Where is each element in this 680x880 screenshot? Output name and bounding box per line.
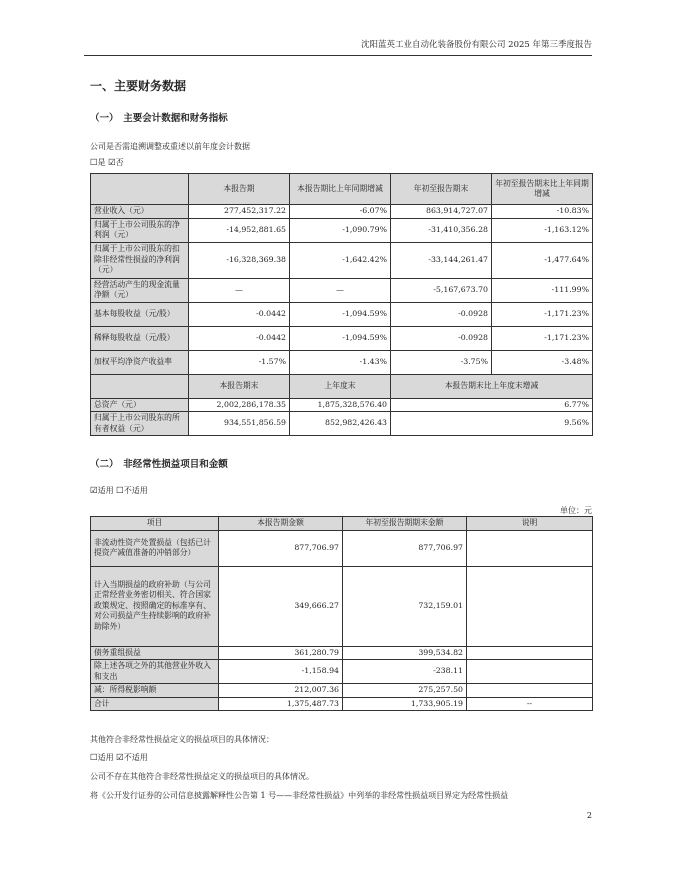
cell-note [467,646,593,660]
cell-value: -6.07% [290,205,391,219]
cell-value: 877,706.97 [219,530,343,566]
row-label: 加权平均净资产收益率 [91,350,189,374]
header-cell [91,374,189,398]
cell-note [467,530,593,566]
unit-label: 单位：元 [560,506,592,515]
header-cell: 年初至报告期末比上年同期增减 [492,174,593,205]
cell-value: 1,875,328,576.40 [290,398,391,412]
table-row [91,302,593,326]
table-row [91,412,593,436]
page-header: 沈阳蓝英工业自动化装备股份有限公司 2025 年第三季度报告 [84,38,592,56]
cell-value: 2,002,286,178.35 [189,398,290,412]
cell-value: -1,477.64% [492,242,593,278]
cell-value: -1.43% [290,350,391,374]
row-label: 除上述各项之外的其他营业外收入和支出 [91,660,219,684]
option-applicable-label: 适用 [97,753,114,762]
option-no-label: 否 [115,158,124,167]
table-row [91,242,593,278]
row-label: 总资产（元） [91,398,189,412]
checkbox-unchecked-icon: ☐ [90,158,98,168]
row-label: 合计 [91,697,219,711]
header-cell: 本报告期末 [189,374,290,398]
cell-value: 1,375,487.73 [219,697,343,711]
row-label: 减：所得税影响额 [91,684,219,698]
table-header-row [91,174,593,205]
section-title-main-financial-data: 一、主要财务数据 [90,79,187,93]
table-row [91,684,593,698]
cell-value: -111.99% [492,278,593,302]
row-label: 归属于上市公司股东的净利润（元） [91,218,189,242]
cell-value: — [189,278,290,302]
applicable-options-2 [90,752,148,763]
cell-value: -1.57% [189,350,290,374]
cell-value: -1,171.23% [492,326,593,350]
cell-value: -0.0442 [189,326,290,350]
row-label: 经营活动产生的现金流量净额（元） [91,278,189,302]
cell-value: 361,280.79 [219,646,343,660]
cell-note [467,660,593,684]
cell-value: -1,090.79% [290,218,391,242]
cell-value: 9.56% [391,412,593,436]
header-cell: 年初至报告期期末金额 [343,517,467,531]
header-cell: 项目 [91,517,219,531]
row-label: 债务重组损益 [91,646,219,660]
cell-value: — [290,278,391,302]
cell-value: 877,706.97 [343,530,467,566]
header-cell: 本报告期金额 [219,517,343,531]
row-label: 非流动性资产处置损益（包括已计提资产减值准备的冲销部分） [91,530,219,566]
table-row [91,218,593,242]
option-not-applicable-label: 不适用 [123,486,148,495]
restate-question: 公司是否需追溯调整或重述以前年度会计数据 [90,142,250,151]
other-items-text: 其他符合非经常性损益定义的损益项目的具体情况： [90,735,274,744]
cell-value: 212,007.36 [219,684,343,698]
cell-value: -1,171.23% [492,302,593,326]
cell-value: -31,410,356.28 [391,218,492,242]
cell-value: -1,094.59% [290,326,391,350]
cell-value: 399,534.82 [343,646,467,660]
cell-value: -10.83% [492,205,593,219]
table-row [91,660,593,684]
cell-value: -0.0928 [391,326,492,350]
cell-value: 852,982,426.43 [290,412,391,436]
header-cell: 上年度末 [290,374,391,398]
cell-value: -1,158.94 [219,660,343,684]
restate-options [90,157,124,168]
header-cell: 本报告期比上年同期增减 [290,174,391,205]
cell-value: -33,144,261.47 [391,242,492,278]
no-other-items-text: 公司不存在其他符合非经常性损益定义的损益项目的具体情况。 [90,772,314,781]
cell-value: -5,167,673.70 [391,278,492,302]
cell-value: 277,452,317.22 [189,205,290,219]
cell-value: 1,733,905.19 [343,697,467,711]
row-label: 稀释每股收益（元/股） [91,326,189,350]
table-row [91,646,593,660]
cell-value: -0.0442 [189,302,290,326]
cell-value: -1,163.12% [492,218,593,242]
header-cell: 本报告期 [189,174,290,205]
row-label: 归属于上市公司股东的扣除非经常性损益的净利润（元） [91,242,189,278]
subsection-title-accounting-data: （一） 主要会计数据和财务指标 [90,113,228,124]
row-label: 营业收入（元） [91,205,189,219]
checkbox-checked-icon: ☑ [108,158,116,168]
cell-value: -14,952,881.65 [189,218,290,242]
cell-value: -3.75% [391,350,492,374]
bottom-text: 将《公开发行证券的公司信息披露解释性公告第 1 号——非经常性损益》中列举的非经常性损益项目界定为经常性损益 [90,791,509,800]
checkbox-unchecked-icon: ☐ [116,486,124,496]
table-header-row [91,517,593,531]
option-yes-label: 是 [97,158,106,167]
row-label: 计入当期损益的政府补助（与公司正常经营业务密切相关、符合国家政策规定、按照确定的标准享有、对公司损益产生持续影响的政府补助除外） [91,566,219,646]
cell-value: -1,094.59% [290,302,391,326]
cell-value: 275,257.50 [343,684,467,698]
option-applicable-label: 适用 [97,486,114,495]
row-label: 归属于上市公司股东的所有者权益（元） [91,412,189,436]
table-header-row [91,374,593,398]
cell-value: -238.11 [343,660,467,684]
table-row-total [91,697,593,711]
cell-value: 349,666.27 [219,566,343,646]
checkbox-checked-icon: ☑ [116,753,124,763]
table-row [91,398,593,412]
header-cell [91,174,189,205]
table-row [91,350,593,374]
checkbox-unchecked-icon: ☐ [90,753,98,763]
cell-note: -- [467,697,593,711]
applicable-options [90,485,148,496]
cell-value: -16,328,369.38 [189,242,290,278]
header-cell: 年初至报告期末 [391,174,492,205]
cell-value: -3.48% [492,350,593,374]
subsection-title-non-recurring: （二） 非经常性损益项目和金额 [90,459,228,470]
cell-value: -1,642.42% [290,242,391,278]
header-cell: 本报告期末比上年度末增减 [391,374,593,398]
cell-value: 6.77% [391,398,593,412]
cell-value: 732,159.01 [343,566,467,646]
cell-value: 863,914,727.07 [391,205,492,219]
table-row [91,278,593,302]
table-row [91,326,593,350]
table-row [91,205,593,219]
row-label: 基本每股收益（元/股） [91,302,189,326]
table-row [91,530,593,566]
table-row [91,566,593,646]
option-not-applicable-label: 不适用 [123,753,148,762]
non-recurring-items-table [90,516,593,711]
cell-note [467,684,593,698]
cell-value: 934,551,856.59 [189,412,290,436]
financial-indicators-table [90,173,593,436]
cell-note [467,566,593,646]
cell-value: -0.0928 [391,302,492,326]
checkbox-checked-icon: ☑ [90,486,98,496]
header-cell: 说明 [467,517,593,531]
page-number: 2 [586,811,592,820]
